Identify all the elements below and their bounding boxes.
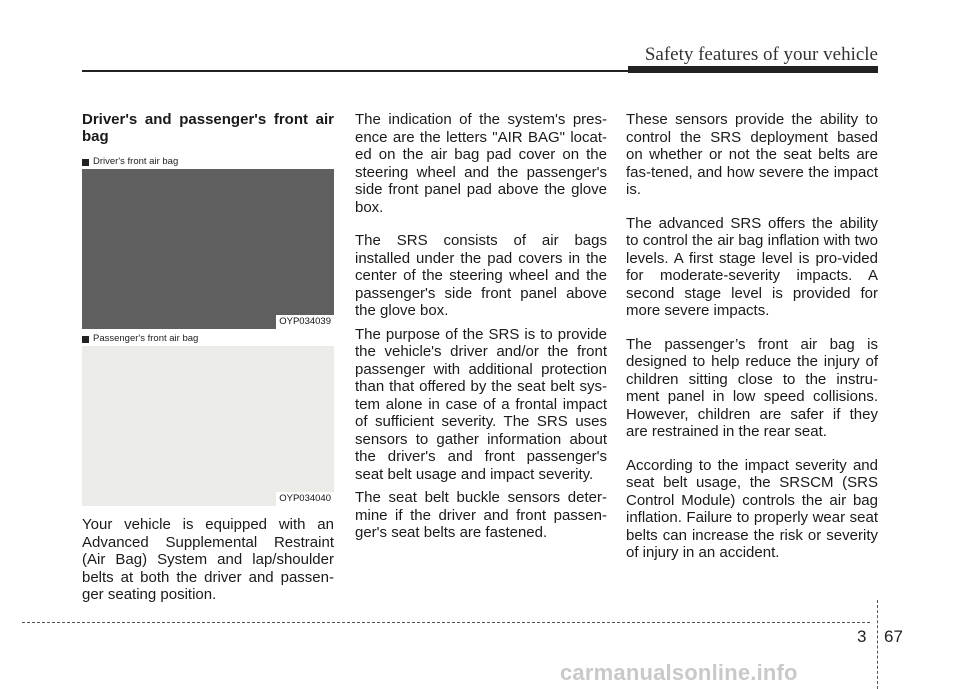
column-3: [626, 111, 878, 578]
figure-image: [82, 169, 334, 329]
watermark: carmanualsonline.info: [560, 660, 798, 685]
bullet-square-icon: [82, 159, 89, 166]
intro-paragraph: Your vehicle is equipped with an Advanced Supplemental Restraint (Air Bag) System and lap/shoulder belts at both the driver and passen-ger seating position.: [82, 516, 334, 603]
figure-passenger-air-bag: [82, 332, 334, 508]
figure-caption-text: Driver's front air bag: [93, 156, 179, 167]
figure-caption: [82, 332, 334, 346]
section-heading: Driver's and passenger's front air bag: [82, 111, 334, 145]
figure-code: OYP034040: [276, 492, 334, 506]
body-paragraph: The indication of the system's pres-ence are the letters "AIR BAG" locat-ed on the air bag pad cover on the steering wheel and the passenger's side front panel pad above the glove box.: [355, 111, 607, 216]
body-paragraph: According to the impact severity and seat belt usage, the SRSCM (SRS Control Module) controls the air bag inflation. Failure to properly wear seat belts can increase the risk or severity of injury in an accident.: [626, 456, 878, 561]
page-number: 67: [884, 627, 903, 646]
footer-rule: [22, 622, 870, 623]
figure-image: [82, 346, 334, 506]
bullet-square-icon: [82, 336, 89, 343]
chapter-number: 3: [857, 627, 867, 646]
figure-code: OYP034039: [276, 315, 334, 329]
body-paragraph: The advanced SRS offers the ability to control the air bag inflation with two levels. A first stage level is pro-vided for moderate-severity impacts. A second stage level is provided for more severe impacts.: [626, 214, 878, 319]
column-2: [355, 111, 607, 558]
body-paragraph: The SRS consists of air bags installed under the pad covers in the center of the steering wheel and the passenger's side front panel above the glove box.: [355, 232, 607, 319]
body-paragraph: The seat belt buckle sensors deter-mine if the driver and front passen-ger's seat belts are fastened.: [355, 489, 607, 541]
header-title: Safety features of your vehicle: [644, 44, 878, 65]
page-divider: [877, 600, 878, 689]
header-rule: [82, 70, 878, 72]
figure-caption: [82, 155, 334, 169]
column-1: [82, 111, 334, 161]
body-paragraph: The passenger’s front air bag is designed to help reduce the injury of children sitting close to the instru-ment panel in low speed collisions. However, children are safer if they are restrained in the rear seat.: [626, 335, 878, 440]
body-paragraph: These sensors provide the ability to control the SRS deployment based on whether or not the seat belts are fas-tened, and how severe the impact is.: [626, 111, 878, 198]
figure-caption-text: Passenger's front air bag: [93, 333, 199, 344]
body-paragraph: The purpose of the SRS is to provide the vehicle's driver and/or the front passenger with additional protection than that offered by the seat belt sys-tem alone in case of a frontal impact of sufficient severity. The SRS uses sensors to gather information about the driver's and front passenger's seat belt usage and impact severity.: [355, 325, 607, 483]
figure-driver-air-bag: [82, 155, 334, 332]
